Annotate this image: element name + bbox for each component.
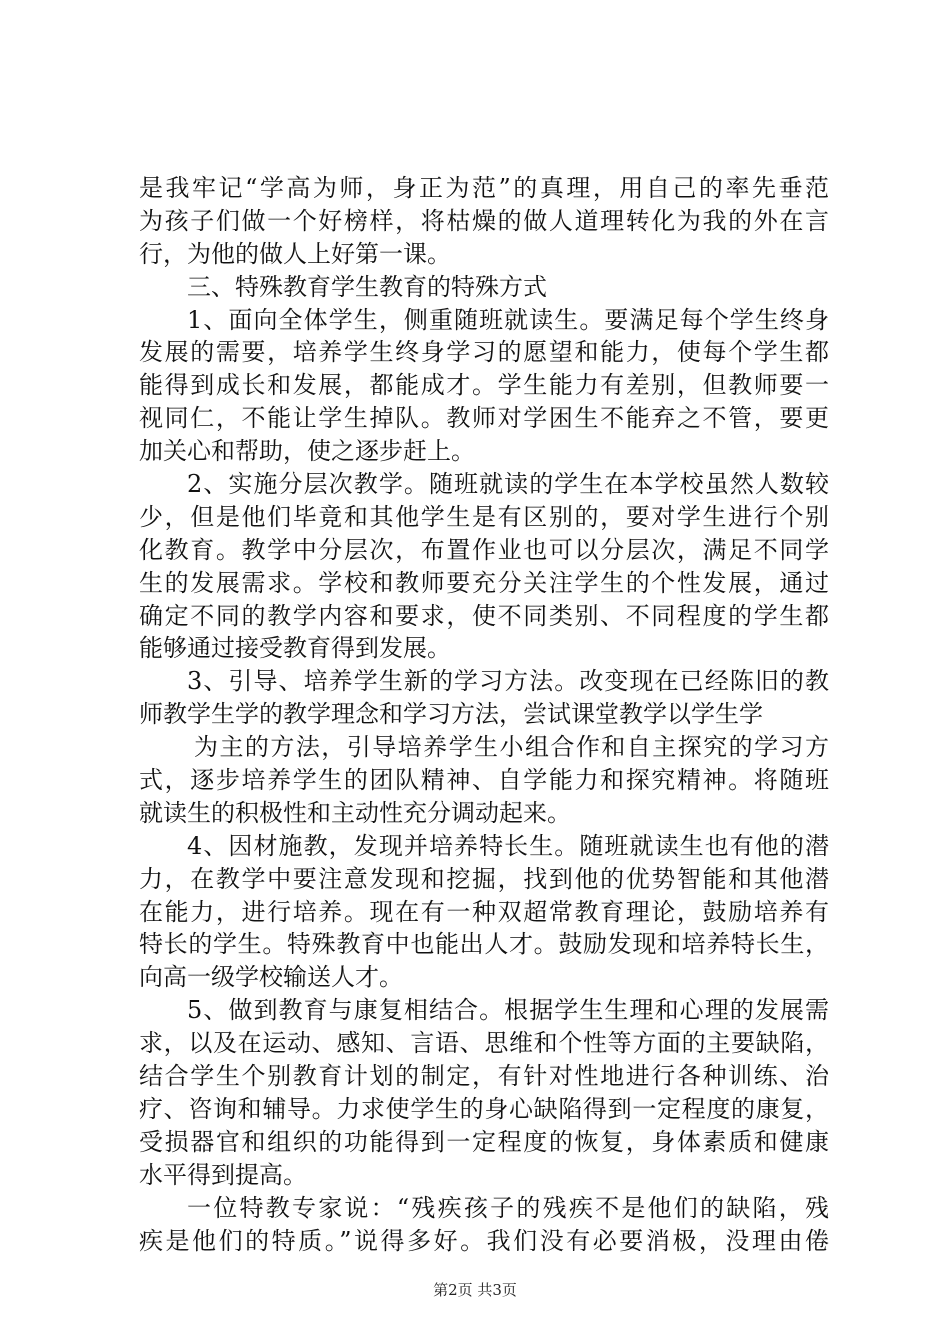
page-footer: 第2页 共3页 (433, 1281, 517, 1299)
text-line: 师教学生学的教学理念和学习方法，尝试课堂教学以学生学 (139, 700, 763, 729)
text-line: 2、实施分层次教学。随班就读的学生在本学校虽然人数较 (187, 470, 829, 499)
text-line: 疗、咨询和辅导。力求使学生的身心缺陷得到一定程度的康复， (139, 1094, 829, 1123)
text-line: 1、面向全体学生，侧重随班就读生。要满足每个学生终身 (187, 305, 829, 334)
text-line: 发展的需要，培养学生终身学习的愿望和能力，使每个学生都 (139, 338, 829, 367)
text-line: 行，为他的做人上好第一课。 (139, 239, 451, 268)
text-line: 水平得到提高。 (139, 1160, 307, 1189)
text-line: 5、做到教育与康复相结合。根据学生生理和心理的发展需 (187, 996, 829, 1025)
text-line: 式，逐步培养学生的团队精神、自学能力和探究精神。将随班 (139, 766, 829, 795)
text-line: 化教育。教学中分层次，布置作业也可以分层次，满足不同学 (139, 535, 829, 564)
text-line: 能得到成长和发展，都能成才。学生能力有差别，但教师要一 (139, 371, 829, 400)
text-line: 受损器官和组织的功能得到一定程度的恢复，身体素质和健康 (139, 1127, 829, 1156)
body-text (139, 172, 829, 1257)
text-line: 在能力，进行培养。现在有一种双超常教育理论，鼓励培养有 (139, 897, 829, 926)
text-line: 就读生的积极性和主动性充分调动起来。 (139, 798, 571, 827)
text-line: 4、因材施教，发现并培养特长生。随班就读生也有他的潜 (187, 831, 829, 860)
text-line: 是我牢记“学高为师，身正为范”的真理，用自己的率先垂范 (139, 174, 829, 202)
text-line: 3、引导、培养学生新的学习方法。改变现在已经陈旧的教 (187, 667, 829, 696)
text-line: 向高一级学校输送人才。 (139, 963, 403, 992)
text-line: 求，以及在运动、感知、言语、思维和个性等方面的主要缺陷， (139, 1029, 829, 1058)
text-line: 生的发展需求。学校和教师要充分关注学生的个性发展，通过 (139, 568, 829, 597)
text-line: 三、特殊教育学生教育的特殊方式 (187, 272, 547, 301)
text-line: 疾是他们的特质。”说得多好。我们没有必要消极，没理由倦 (139, 1226, 829, 1255)
text-line: 结合学生个别教育计划的制定，有针对性地进行各种训练、治 (139, 1062, 829, 1091)
text-line: 少，但是他们毕竟和其他学生是有区别的，要对学生进行个别 (139, 502, 829, 531)
text-line: 为主的方法，引导培养学生小组合作和自主探究的学习方 (194, 733, 829, 762)
text-line: 为孩子们做一个好榜样，将枯燥的做人道理转化为我的外在言 (139, 206, 829, 235)
text-line: 力，在教学中要注意发现和挖掘，找到他的优势智能和其他潜 (139, 864, 829, 893)
text-line: 能够通过接受教育得到发展。 (139, 634, 451, 663)
text-line: 加关心和帮助，使之逐步赶上。 (139, 437, 475, 466)
text-line: 确定不同的教学内容和要求，使不同类别、不同程度的学生都 (139, 601, 829, 630)
text-line: 视同仁，不能让学生掉队。教师对学困生不能弃之不管，要更 (139, 404, 829, 433)
text-line: 一位特教专家说：“残疾孩子的残疾不是他们的缺陷，残 (187, 1193, 829, 1222)
text-line: 特长的学生。特殊教育中也能出人才。鼓励发现和培养特长生， (139, 930, 829, 959)
